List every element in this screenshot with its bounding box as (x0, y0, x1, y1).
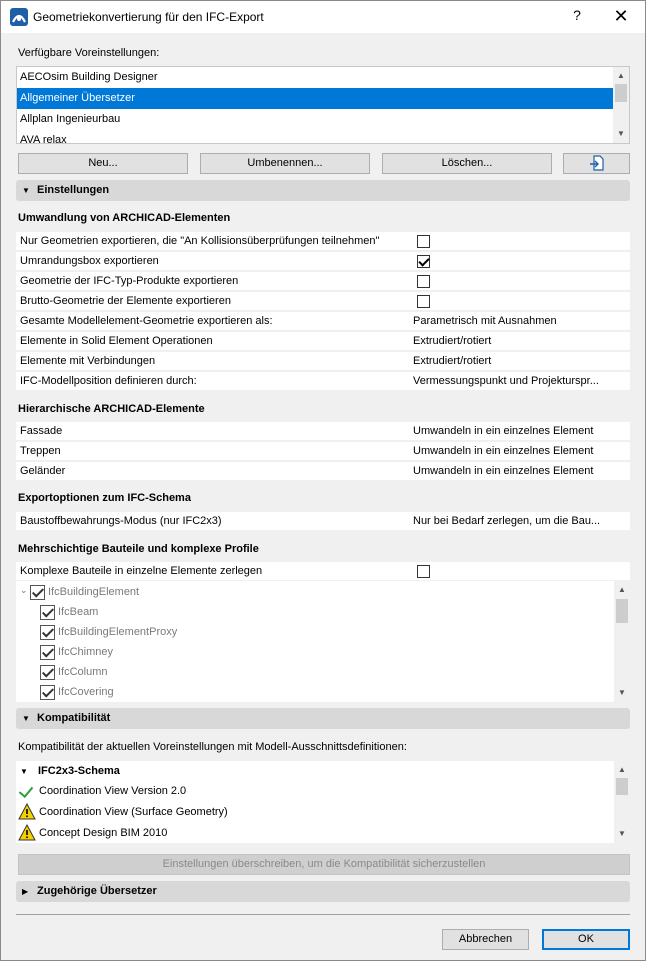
tree-expand-icon[interactable]: ⌄ (20, 585, 28, 595)
tree-item-label: IfcBuildingElementProxy (58, 626, 178, 638)
group-title-conversion: Umwandlung von ARCHICAD-Elementen (18, 212, 231, 224)
setting-row (16, 252, 630, 271)
cancel-button[interactable]: Abbrechen (442, 929, 529, 950)
scroll-thumb[interactable] (616, 599, 628, 623)
related-section-header[interactable] (16, 881, 630, 902)
setting-row[interactable] (16, 352, 630, 371)
setting-row[interactable] (16, 512, 630, 531)
curtain-wall-value[interactable]: Umwandeln in ein einzelnes Element (413, 425, 594, 437)
compat-list[interactable] (16, 761, 630, 843)
tree-checkbox[interactable] (40, 605, 55, 620)
related-section-label: Zugehörige Übersetzer (37, 885, 157, 897)
material-mode-value[interactable]: Nur bei Bedarf zerlegen, um die Bau... (413, 515, 601, 527)
collapse-down-icon: ▼ (20, 767, 28, 776)
tree-checkbox[interactable] (40, 645, 55, 660)
setting-row[interactable] (16, 312, 630, 331)
compat-item[interactable] (16, 802, 228, 823)
settings-section-label: Einstellungen (37, 184, 110, 196)
setting-label: Komplexe Bauteile in einzelne Elemente zerlegen (20, 565, 263, 577)
footer-divider (16, 914, 630, 915)
stairs-value[interactable]: Umwandeln in ein einzelnes Element (413, 445, 594, 457)
tree-checkbox[interactable] (30, 585, 45, 600)
compat-item[interactable] (16, 823, 167, 843)
tree-item-label: IfcColumn (58, 666, 108, 678)
close-button[interactable]: ✕ (613, 6, 629, 26)
scroll-down-icon[interactable]: ▼ (618, 688, 626, 697)
new-preset-button[interactable]: Neu... (18, 153, 188, 174)
compat-item-label: Coordination View (Surface Geometry) (39, 806, 228, 818)
setting-row (16, 562, 630, 581)
gross-geometry-checkbox[interactable] (417, 295, 430, 308)
group-title-hierarchical: Hierarchische ARCHICAD-Elemente (18, 403, 205, 415)
setting-label: Umrandungsbox exportieren (20, 255, 159, 267)
collapse-right-icon: ▶ (22, 887, 29, 896)
scroll-up-icon[interactable]: ▲ (618, 765, 626, 774)
compat-scrollbar[interactable] (614, 761, 630, 843)
setting-row[interactable] (16, 372, 630, 391)
presets-scrollbar[interactable] (613, 67, 629, 143)
collapse-down-icon: ▼ (22, 186, 30, 195)
compat-description: Kompatibilität der aktuellen Voreinstellungen mit Modell-Ausschnittsdefinitionen: (18, 741, 407, 753)
ok-button[interactable]: OK (542, 929, 630, 950)
tree-item-label: IfcBuildingElement (48, 586, 140, 598)
setting-row[interactable] (16, 442, 630, 461)
tree-scrollbar[interactable] (614, 581, 630, 702)
scroll-down-icon[interactable]: ▼ (617, 129, 625, 138)
rename-preset-button[interactable]: Umbenennen... (200, 153, 370, 174)
setting-label: Brutto-Geometrie der Elemente exportieren (20, 295, 231, 307)
tree-item[interactable] (40, 662, 108, 682)
preset-item[interactable]: Allplan Ingenieurbau (20, 113, 121, 125)
import-preset-button[interactable] (563, 153, 630, 174)
setting-label: Baustoffbewahrungs-Modus (nur IFC2x3) (20, 515, 222, 527)
setting-label: Fassade (20, 425, 63, 437)
group-title-multilayer: Mehrschichtige Bauteile und komplexe Profile (18, 543, 259, 555)
warning-icon (18, 803, 36, 820)
setting-label: Elemente mit Verbindungen (20, 355, 156, 367)
tree-item[interactable] (40, 602, 98, 622)
delete-preset-button[interactable]: Löschen... (382, 153, 552, 174)
compat-section-header[interactable] (16, 708, 630, 729)
setting-label: Geometrie der IFC-Typ-Produkte exportieren (20, 275, 239, 287)
preset-item-selected[interactable]: Allgemeiner Übersetzer (17, 88, 614, 109)
setting-label: Gesamte Modellelement-Geometrie exportieren als: (20, 315, 273, 327)
setting-label: Nur Geometrien exportieren, die "An Kollisionsüberprüfungen teilnehmen" (20, 235, 380, 247)
tree-checkbox[interactable] (40, 625, 55, 640)
tree-item[interactable] (40, 622, 177, 642)
presets-label: Verfügbare Voreinstellungen: (18, 47, 160, 59)
tree-checkbox[interactable] (40, 685, 55, 700)
window-title: Geometriekonvertierung für den IFC-Export (33, 10, 264, 24)
compat-item-label: Concept Design BIM 2010 (39, 827, 168, 839)
schema-header[interactable] (16, 761, 120, 782)
scroll-down-icon[interactable]: ▼ (618, 829, 626, 838)
compat-item-label: Coordination View Version 2.0 (39, 785, 187, 797)
schema-header-label: IFC2x3-Schema (38, 765, 120, 777)
bounding-box-checkbox[interactable] (417, 255, 430, 268)
tree-item-label: IfcCovering (58, 686, 114, 698)
model-position-value[interactable]: Vermessungspunkt und Projekturspr... (413, 375, 599, 387)
title-bar[interactable] (1, 1, 645, 33)
element-type-tree[interactable] (16, 581, 630, 702)
connections-value[interactable]: Extrudiert/rotiert (413, 355, 492, 367)
scroll-thumb[interactable] (615, 84, 627, 102)
import-file-icon (589, 155, 605, 171)
seo-elements-value[interactable]: Extrudiert/rotiert (413, 335, 492, 347)
tree-checkbox[interactable] (40, 665, 55, 680)
settings-section-header[interactable] (16, 180, 630, 201)
tree-item-label: IfcBeam (58, 606, 99, 618)
warning-icon (18, 824, 36, 841)
setting-row[interactable] (16, 462, 630, 481)
collapse-down-icon: ▼ (22, 714, 30, 723)
collision-only-checkbox[interactable] (417, 235, 430, 248)
setting-row (16, 232, 630, 251)
help-button[interactable]: ? (573, 7, 581, 23)
preset-item[interactable]: AECOsim Building Designer (20, 71, 158, 83)
setting-row[interactable] (16, 332, 630, 351)
tree-item[interactable] (40, 642, 113, 662)
presets-list[interactable] (16, 66, 630, 144)
scroll-thumb[interactable] (616, 778, 628, 795)
preset-item[interactable]: AVA relax (20, 134, 67, 144)
compat-item[interactable] (16, 781, 186, 802)
geometry-mode-value[interactable]: Parametrisch mit Ausnahmen (413, 315, 557, 327)
setting-row[interactable] (16, 422, 630, 441)
split-complex-checkbox[interactable] (417, 565, 430, 578)
railing-value[interactable]: Umwandeln in ein einzelnes Element (413, 465, 594, 477)
setting-row (16, 292, 630, 311)
setting-label: Treppen (20, 445, 61, 457)
group-title-schema: Exportoptionen zum IFC-Schema (18, 492, 191, 504)
tree-item-label: IfcChimney (58, 646, 114, 658)
setting-row (16, 272, 630, 291)
scroll-up-icon[interactable]: ▲ (618, 585, 626, 594)
setting-label: Elemente in Solid Element Operationen (20, 335, 213, 347)
tree-item[interactable] (40, 682, 114, 702)
setting-label: IFC-Modellposition definieren durch: (20, 375, 197, 387)
compat-section-label: Kompatibilität (37, 712, 111, 724)
tree-item-root[interactable] (30, 582, 139, 602)
overwrite-settings-button[interactable]: Einstellungen überschreiben, um die Kompatibilität sicherzustellen (18, 854, 630, 875)
scroll-up-icon[interactable]: ▲ (617, 71, 625, 80)
setting-label: Geländer (20, 465, 66, 477)
archicad-logo-icon (10, 8, 28, 26)
type-products-checkbox[interactable] (417, 275, 430, 288)
